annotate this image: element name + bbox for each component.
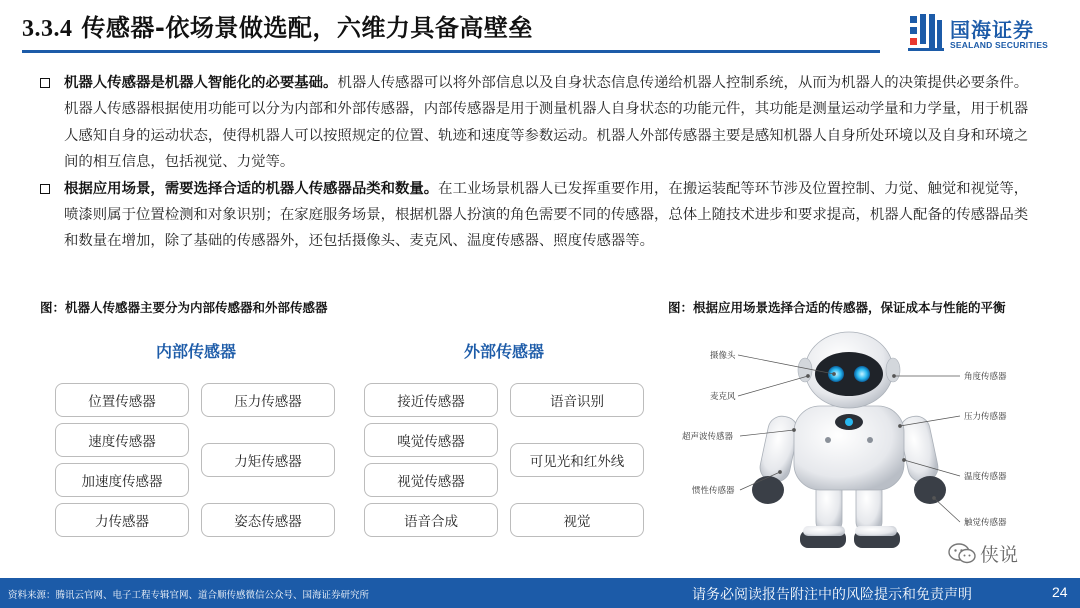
internal-sensor-cell: 位置传感器 (55, 383, 189, 417)
title-text: 传感器-依场景做选配，六维力具备高壁垒 (81, 14, 533, 42)
sealand-logo-icon (908, 12, 944, 52)
internal-sensor-cell: 速度传感器 (55, 423, 189, 457)
source-note: 资料来源：腾讯云官网、电子工程专辑官网、道合顺传感微信公众号、国海证券研究所 (8, 590, 370, 601)
bullet-square-icon (40, 78, 50, 88)
logo-english: SEALAND SECURITIES (950, 40, 1049, 50)
bullet-2-text: 在工业场景机器人已发挥重要作用，在搬运装配等环节涉及位置控制、力觉、触觉和视觉等，喷漆则属于位置检测和对象识别；在家庭服务场景，根据机器人扮演的角色需要不同的传感器，总体上随技术进步和要求提高，机器人配备的传感器品类和数量在增加，除了基础的传感器外，还包括摄像头、麦克风、温度传感器、照度传感器等。 (64, 180, 1029, 250)
external-sensor-cell: 视觉传感器 (364, 463, 498, 497)
wechat-watermark (948, 540, 1018, 567)
slide-title (22, 8, 533, 43)
robot-label-temperature: 温度传感器 (964, 472, 1007, 482)
external-sensor-cell: 视觉 (510, 503, 644, 537)
watermark-text: 侠说 (980, 544, 1019, 566)
robot-label-microphone: 麦克风 (710, 392, 736, 402)
internal-sensor-cell: 压力传感器 (201, 383, 335, 417)
slide-footer (0, 578, 1080, 608)
company-logo (908, 12, 1068, 58)
robot-sensor-illustration (668, 330, 1068, 560)
internal-sensor-cell: 加速度传感器 (55, 463, 189, 497)
figure-left-caption: 图：机器人传感器主要分为内部传感器和外部传感器 (40, 300, 328, 315)
internal-sensor-cell: 力传感器 (55, 503, 189, 537)
internal-sensors-title: 内部传感器 (156, 342, 237, 361)
external-sensor-cell: 可见光和红外线 (510, 443, 644, 477)
bullet-2-lead: 根据应用场景，需要选择合适的机器人传感器品类和数量。 (64, 180, 439, 197)
bullet-square-icon (40, 184, 50, 194)
title-divider (22, 50, 880, 53)
robot-label-inertial: 惯性传感器 (692, 486, 735, 496)
figure-right-caption: 图：根据应用场景选择合适的传感器，保证成本与性能的平衡 (668, 300, 1006, 315)
internal-sensor-cell: 力矩传感器 (201, 443, 335, 477)
robot-label-pressure: 压力传感器 (964, 412, 1007, 422)
robot-label-angle: 角度传感器 (964, 372, 1007, 382)
logo-chinese: 国海证券 (950, 18, 1034, 42)
bullet-1-lead: 机器人传感器是机器人智能化的必要基础。 (64, 75, 338, 91)
bullet-1 (40, 70, 1030, 176)
bullet-2 (40, 176, 1030, 255)
robot-label-camera: 摄像头 (710, 351, 736, 361)
page-number: 24 (1052, 584, 1068, 600)
body-bullets (40, 70, 1030, 255)
external-sensor-cell: 语音合成 (364, 503, 498, 537)
internal-sensor-cell: 姿态传感器 (201, 503, 335, 537)
external-sensors-title: 外部传感器 (464, 342, 545, 361)
wechat-icon (948, 543, 976, 565)
slide-header (0, 0, 1080, 60)
external-sensor-cell: 接近传感器 (364, 383, 498, 417)
external-sensor-cell: 嗅觉传感器 (364, 423, 498, 457)
external-sensor-cell: 语音识别 (510, 383, 644, 417)
robot-label-tactile: 触觉传感器 (964, 518, 1007, 528)
section-number: 3.3.4 (22, 16, 73, 42)
disclaimer-text: 请务必阅读报告附注中的风险提示和免责声明 (692, 587, 972, 603)
robot-label-ultrasonic: 超声波传感器 (682, 432, 734, 442)
bullet-1-text: 机器人传感器可以将外部信息以及自身状态信息传递给机器人控制系统，从而为机器人的决策提供必要条件。机器人传感器根据使用功能可以分为内部和外部传感器，内部传感器是用于测量机器人自身状态的功能元件，其功能是测量运动学量和力学量，用于机器人感知自身的运动状态，使得机器人可以按照规定的位置、轨迹和速度等参数运动。机器人外部传感器主要是感知机器人自身所处环境以及自身和环境之间的相互信息，包括视觉、力觉等。 (64, 75, 1029, 171)
